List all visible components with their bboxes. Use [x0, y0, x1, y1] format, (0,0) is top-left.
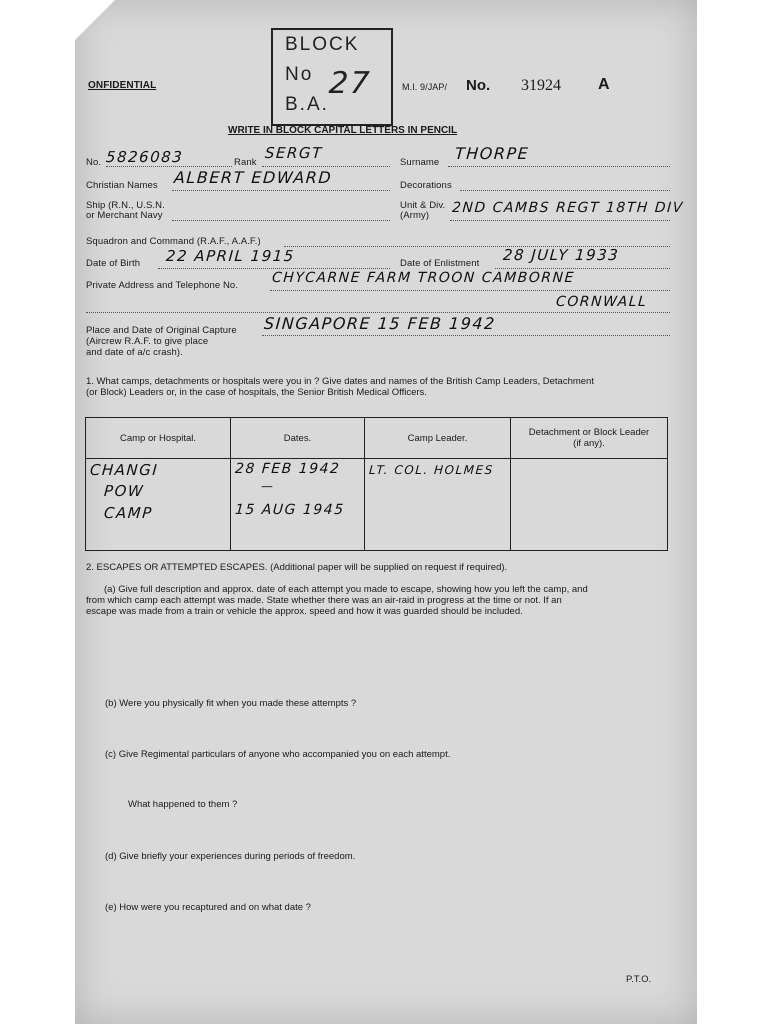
col-camp-leader: Camp Leader.	[365, 418, 511, 459]
q2d-text: (d) Give briefly your experiences during periods of freedom.	[105, 851, 356, 862]
rank-value: SERGT	[264, 144, 324, 162]
serial-suffix: A	[598, 76, 610, 93]
camp-line-1: CHANGI	[89, 461, 159, 479]
dob-value: 22 APRIL 1915	[165, 247, 296, 265]
stamp-block-number: 27	[327, 66, 373, 101]
serial-number: 31924	[521, 77, 561, 94]
folded-corner	[75, 0, 115, 40]
table-row	[86, 459, 668, 551]
camp-line-3: CAMP	[103, 504, 154, 522]
stamp-line-1: BLOCK	[285, 34, 360, 55]
cell-camp	[86, 459, 231, 551]
q2a-line-2: from which camp each attempt was made. State whether there was an air-raid in progress at the time or not. If an	[86, 595, 562, 606]
address-label: Private Address and Telephone No.	[86, 280, 239, 291]
q1-text-1: 1. What camps, detachments or hospitals were you in ? Give dates and names of the British Camp Leaders, Detachment	[86, 376, 594, 387]
address-value-2: CORNWALL	[555, 294, 648, 310]
rank-label: Rank	[234, 157, 257, 168]
cell-detachment-leader	[511, 459, 668, 551]
capture-label-1: Place and Date of Original Capture	[86, 325, 237, 336]
unit-label-1: Unit & Div.	[400, 200, 446, 211]
decorations-label: Decorations	[400, 180, 452, 191]
col-camp-or-hospital: Camp or Hospital.	[86, 418, 231, 459]
q2b-text: (b) Were you physically fit when you made these attempts ?	[105, 698, 357, 709]
cell-camp-leader	[365, 459, 511, 551]
dob-label: Date of Birth	[86, 258, 141, 269]
q2c-followup: What happened to them ?	[128, 799, 238, 810]
unit-label-2: (Army)	[400, 210, 430, 221]
stamp-line-2: No	[285, 64, 314, 85]
date-to: 15 AUG 1945	[234, 502, 346, 518]
q1-text-2: (or Block) Leaders or, in the case of hospitals, the Senior British Medical Officers.	[86, 387, 427, 398]
surname-label: Surname	[400, 157, 440, 168]
q2c-text: (c) Give Regimental particulars of anyone who accompanied you on each attempt.	[105, 749, 451, 760]
col-dates: Dates.	[231, 418, 365, 459]
christian-names-label: Christian Names	[86, 180, 158, 191]
ship-label-1: Ship (R.N., U.S.N.	[86, 200, 165, 211]
address-value-1: CHYCARNE FARM TROON CAMBORNE	[271, 270, 576, 286]
instruction-heading: WRITE IN BLOCK CAPITAL LETTERS IN PENCIL	[228, 125, 458, 136]
capture-label-3: and date of a/c crash).	[86, 347, 183, 358]
q2e-text: (e) How were you recaptured and on what date ?	[105, 902, 311, 913]
date-from: 28 FEB 1942	[234, 461, 341, 477]
service-number: 5826083	[105, 148, 184, 166]
camp-line-2: POW	[103, 482, 145, 500]
mi-reference: M.I. 9/JAP/	[402, 82, 448, 92]
enlistment-value: 28 JULY 1933	[502, 246, 620, 264]
block-stamp	[271, 28, 393, 126]
confidential-label: ONFIDENTIAL	[88, 80, 157, 91]
cell-dates	[231, 459, 365, 551]
q2a-line-3: escape was made from a train or vehicle the approx. speed and how it was guarded should be included.	[86, 606, 523, 617]
date-dash: —	[260, 479, 275, 493]
christian-names-value: ALBERT EDWARD	[173, 168, 333, 187]
enlistment-label: Date of Enlistment	[400, 258, 480, 269]
squadron-label: Squadron and Command (R.A.F., A.A.F.)	[86, 236, 261, 247]
unit-value: 2ND CAMBS REGT 18TH DIV	[451, 200, 685, 216]
camp-leader-value: LT. COL. HOLMES	[368, 463, 495, 477]
camps-table-header	[86, 418, 668, 459]
q2-heading: 2. ESCAPES OR ATTEMPTED ESCAPES. (Additional paper will be supplied on request if required).	[86, 562, 508, 573]
surname-value: THORPE	[454, 144, 530, 163]
ship-label-2: or Merchant Navy	[86, 210, 163, 221]
number-label: No.	[466, 77, 491, 94]
stamp-line-3: B.A.	[285, 94, 329, 115]
no-label: No.	[86, 157, 102, 168]
q2a-line-1: (a) Give full description and approx. date of each attempt you made to escape, showing how you left the camp, and	[104, 584, 588, 595]
col-detachment-leader: Detachment or Block Leader (if any).	[511, 418, 668, 459]
capture-value: SINGAPORE 15 FEB 1942	[263, 314, 497, 333]
camps-table	[85, 417, 668, 551]
capture-label-2: (Aircrew R.A.F. to give place	[86, 336, 209, 347]
pto-label: P.T.O.	[626, 974, 652, 985]
